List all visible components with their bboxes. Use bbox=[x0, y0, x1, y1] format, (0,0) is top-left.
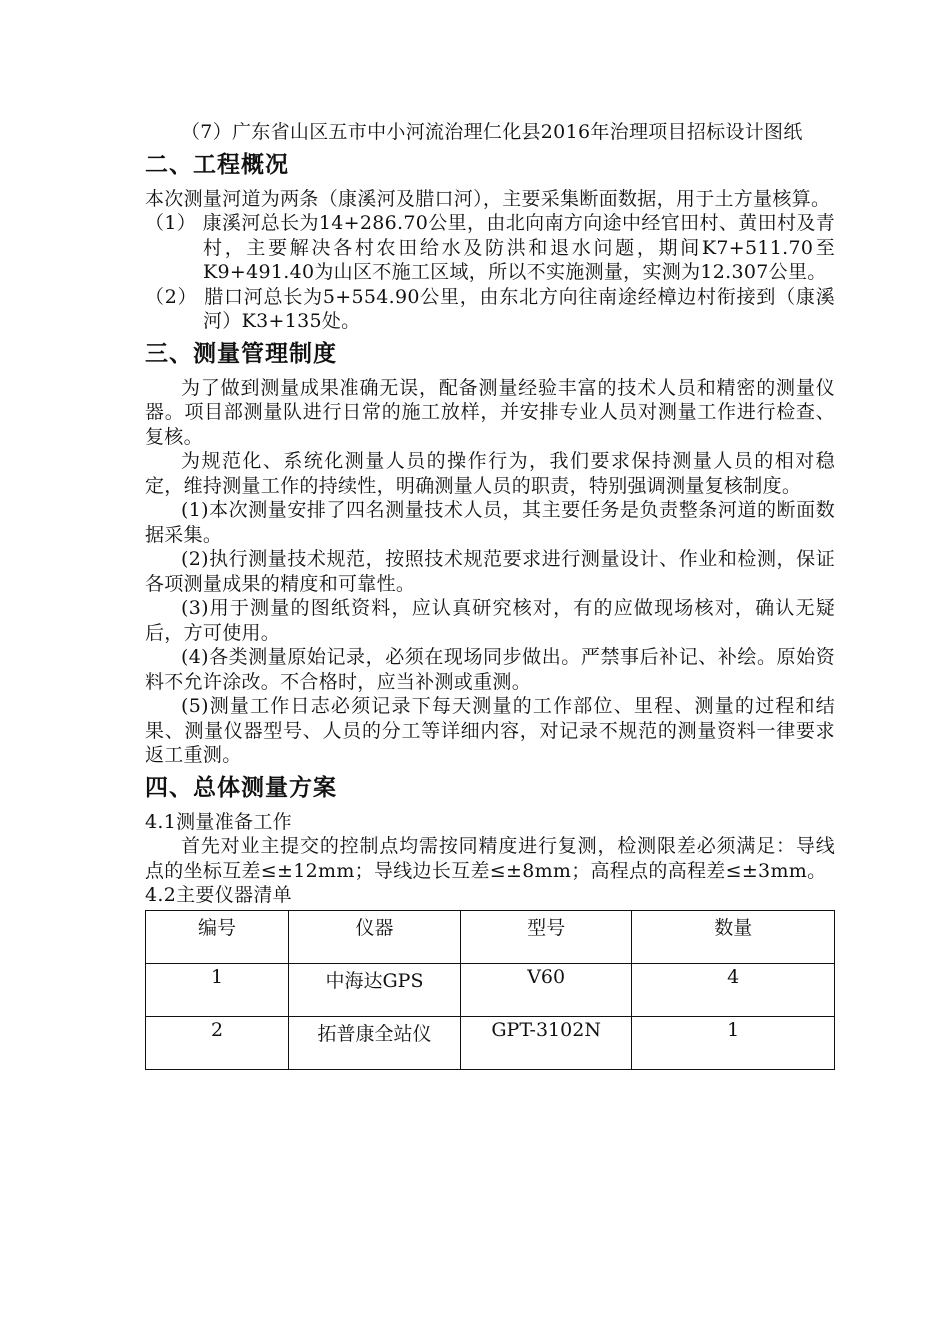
header-cell-number: 编号 bbox=[146, 910, 289, 963]
header-cell-model: 型号 bbox=[460, 910, 631, 963]
section-heading-plan: 四、总体测量方案 bbox=[145, 774, 337, 801]
overview-item-1: （1） 康溪河总长为14+286.70公里，由北向南方向途中经官田村、黄田村及青村，主要解决各村农田给水及防洪和退水问题，期间K7+511.70至K9+491.40为山区不施工区域，所以不实施测量，实测为12.307公里。 bbox=[145, 212, 835, 283]
cell-instrument: 中海达GPS bbox=[289, 963, 461, 1016]
table-row bbox=[146, 963, 835, 1016]
overview-paragraph: 本次测量河道为两条（康溪河及腊口河），主要采集断面数据，用于土方量核算。 bbox=[145, 187, 831, 210]
table-header-row bbox=[146, 910, 835, 963]
subsection-preparation: 4.1测量准备工作 bbox=[145, 810, 292, 833]
header-cell-quantity: 数量 bbox=[632, 910, 835, 963]
management-rule-4: (4)各类测量原始记录，必须在现场同步做出。严禁事后补记、补绘。原始资料不允许涂改。不合格时，应当补测或重测。 bbox=[145, 646, 835, 693]
reference-item-7: （7）广东省山区五市中小河流治理仁化县2016年治理项目招标设计图纸 bbox=[181, 121, 803, 143]
preparation-paragraph: 首先对业主提交的控制点均需按同精度进行复测，检测限差必须满足：导线点的坐标互差≤±12mm；导线边长互差≤±8mm；高程点的高程差≤±3mm。 bbox=[145, 835, 835, 882]
cell-model: GPT-3102N bbox=[460, 1016, 631, 1069]
cell-quantity: 1 bbox=[632, 1016, 835, 1069]
header-cell-instrument: 仪器 bbox=[289, 910, 461, 963]
table-row bbox=[146, 1016, 835, 1069]
cell-instrument: 拓普康全站仪 bbox=[289, 1016, 461, 1069]
management-rule-5: (5)测量工作日志必须记录下每天测量的工作部位、里程、测量的过程和结果、测量仪器型号、人员的分工等详细内容，对记录不规范的测量资料一律要求返工重测。 bbox=[145, 695, 835, 766]
document-page bbox=[145, 120, 835, 1070]
cell-model: V60 bbox=[460, 963, 631, 1016]
cell-number: 2 bbox=[146, 1016, 289, 1069]
cell-quantity: 4 bbox=[632, 963, 835, 1016]
management-paragraph-1: 为了做到测量成果准确无误，配备测量经验丰富的技术人员和精密的测量仪器。项目部测量队进行日常的施工放样，并安排专业人员对测量工作进行检查、复核。 bbox=[145, 376, 835, 448]
management-paragraph-2: 为规范化、系统化测量人员的操作行为，我们要求保持测量人员的相对稳定，维持测量工作的持续性，明确测量人员的职责，特别强调测量复核制度。 bbox=[145, 450, 835, 497]
management-rule-2: (2)执行测量技术规范，按照技术规范要求进行测量设计、作业和检测，保证各项测量成果的精度和可靠性。 bbox=[145, 548, 835, 595]
management-rule-3: (3)用于测量的图纸资料，应认真研究核对，有的应做现场核对，确认无疑后，方可使用。 bbox=[145, 597, 835, 644]
subsection-instrument-list: 4.2主要仪器清单 bbox=[145, 884, 292, 906]
overview-item-2: （2） 腊口河总长为5+554.90公里，由东北方向往南途经樟边村衔接到（康溪河）K3+135处。 bbox=[145, 285, 835, 332]
section-heading-management: 三、测量管理制度 bbox=[145, 340, 337, 367]
instrument-table bbox=[145, 910, 835, 1070]
cell-number: 1 bbox=[146, 963, 289, 1016]
management-rule-1: (1)本次测量安排了四名测量技术人员，其主要任务是负责整条河道的断面数据采集。 bbox=[145, 499, 835, 546]
section-heading-overview: 二、工程概况 bbox=[145, 151, 289, 178]
